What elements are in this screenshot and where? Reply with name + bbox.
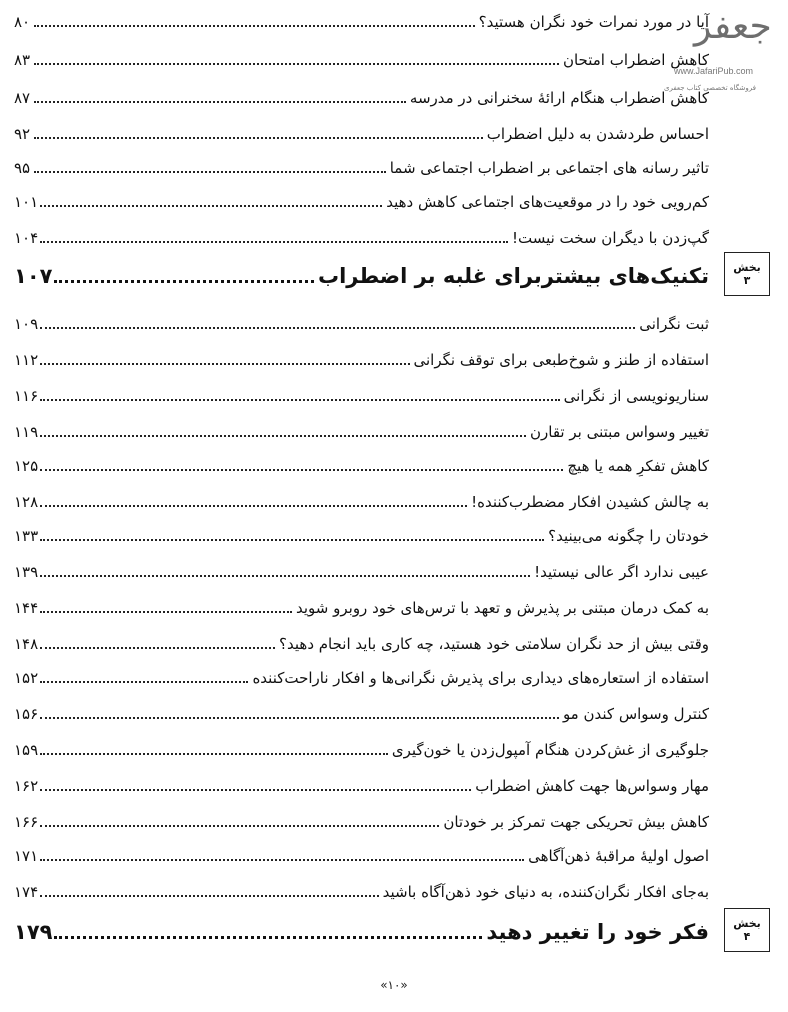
dot-leader bbox=[40, 859, 524, 861]
toc-entry-title: ثبت نگرانی bbox=[639, 315, 709, 333]
toc-entry[interactable] bbox=[14, 520, 709, 546]
toc-entry[interactable] bbox=[14, 770, 709, 796]
dot-leader bbox=[40, 681, 248, 683]
dot-leader bbox=[54, 936, 482, 939]
toc-entry-title: به کمک درمان مبتنی بر پذیرش و تعهد با ترس‌های خود روبرو شوید bbox=[295, 599, 709, 617]
dot-leader bbox=[40, 789, 471, 791]
toc-entry[interactable] bbox=[14, 118, 709, 144]
toc-entry-page: ۱۷۱ bbox=[14, 847, 39, 865]
toc-entry-title: آیا در مورد نمرات خود نگران هستید؟ bbox=[478, 13, 709, 31]
dot-leader bbox=[40, 399, 559, 401]
publisher-watermark bbox=[664, 6, 784, 92]
dot-leader bbox=[40, 895, 378, 897]
dot-leader bbox=[40, 505, 467, 507]
toc-entry-title: کاهش بیش تحریکی جهت تمرکز بر خودتان bbox=[443, 813, 709, 831]
toc-entry-page: ۱۵۲ bbox=[14, 669, 39, 687]
watermark-shop-text: فروشگاه تخصصی کتاب جعفری bbox=[664, 84, 756, 92]
publisher-logo-mark: ﺟﻌﻔﺮ bbox=[694, 6, 772, 47]
dot-leader bbox=[40, 611, 292, 613]
toc-entry-title: عیبی ندارد اگر عالی نیستید! bbox=[534, 563, 709, 581]
toc-entry-title: کاهش تفکرِ همه یا هیچ bbox=[567, 457, 709, 475]
toc-entry-title: احساس طردشدن به دلیل اضطراب bbox=[486, 125, 709, 143]
dot-leader bbox=[40, 575, 530, 577]
toc-entry[interactable] bbox=[14, 662, 709, 688]
toc-entry[interactable] bbox=[14, 840, 709, 866]
toc-entry-page: ۱۲۵ bbox=[14, 457, 39, 475]
section-badge-number: ۳ bbox=[743, 274, 751, 287]
dot-leader bbox=[34, 171, 386, 173]
toc-entry-title: استفاده از طنز و شوخ‌طبعی برای توقف نگرانی bbox=[413, 351, 709, 369]
toc-entry-page: ۸۰ bbox=[14, 13, 31, 31]
toc-entry-title: خودتان را چگونه می‌بینید؟ bbox=[548, 527, 709, 545]
toc-entry-page: ۸۷ bbox=[14, 89, 31, 107]
dot-leader bbox=[34, 101, 406, 103]
dot-leader bbox=[40, 825, 439, 827]
toc-section-heading[interactable] bbox=[14, 256, 709, 290]
toc-entry-page: ۱۶۲ bbox=[14, 777, 39, 795]
toc-entry-page: ۸۳ bbox=[14, 51, 31, 69]
toc-entry-title: تکنیک‌های بیشتربرای غلبه بر اضطراب bbox=[317, 264, 709, 288]
toc-entry[interactable] bbox=[14, 222, 709, 248]
toc-entry-page: ۱۳۳ bbox=[14, 527, 39, 545]
toc-entry-page: ۱۶۶ bbox=[14, 813, 39, 831]
section-badge bbox=[724, 252, 770, 296]
toc-entry-page: ۱۲۸ bbox=[14, 493, 39, 511]
dot-leader bbox=[54, 280, 314, 283]
toc-entry-page: ۹۵ bbox=[14, 159, 31, 177]
toc-entry-title: فکر خود را تغییر دهید bbox=[486, 920, 709, 944]
toc-section-heading[interactable] bbox=[14, 912, 709, 946]
toc-entry-page: ۱۰۷ bbox=[14, 264, 53, 288]
dot-leader bbox=[40, 205, 382, 207]
toc-entry-page: ۱۴۸ bbox=[14, 635, 39, 653]
dot-leader bbox=[40, 435, 526, 437]
toc-entry-title: تغییر وسواس مبتنی بر تقارن bbox=[529, 423, 709, 441]
toc-entry-title: کنترل وسواس کندن مو bbox=[562, 705, 709, 723]
toc-entry-page: ۱۱۹ bbox=[14, 423, 39, 441]
toc-entry-page: ۱۷۴ bbox=[14, 883, 39, 901]
section-badge-label: بخش bbox=[733, 261, 761, 274]
dot-leader bbox=[40, 647, 275, 649]
toc-entry[interactable] bbox=[14, 628, 709, 654]
toc-entry-page: ۱۷۹ bbox=[14, 920, 53, 944]
toc-entry[interactable] bbox=[14, 416, 709, 442]
dot-leader bbox=[34, 137, 483, 139]
toc-entry-title: کاهش اضطراب هنگام ارائهٔ سخنرانی در مدرسه bbox=[409, 89, 709, 107]
dot-leader bbox=[40, 539, 544, 541]
toc-entry-title: جلوگیری از غش‌کردن هنگام آمپول‌زدن یا خون‌گیری bbox=[391, 741, 709, 759]
dot-leader bbox=[40, 753, 388, 755]
toc-entry[interactable] bbox=[14, 380, 709, 406]
page-number: «۱۰» bbox=[380, 978, 408, 992]
toc-entry-page: ۹۲ bbox=[14, 125, 31, 143]
section-badge-number: ۴ bbox=[743, 930, 751, 943]
toc-entry-title: اصول اولیهٔ مراقبهٔ ذهن‌آگاهی bbox=[528, 847, 709, 865]
toc-entry-page: ۱۰۹ bbox=[14, 315, 39, 333]
toc-entry-title: مهار وسواس‌ها جهت کاهش اضطراب bbox=[475, 777, 709, 795]
toc-entry[interactable] bbox=[14, 344, 709, 370]
toc-entry-page: ۱۳۹ bbox=[14, 563, 39, 581]
toc-entry[interactable] bbox=[14, 450, 709, 476]
toc-entry[interactable] bbox=[14, 6, 709, 32]
dot-leader bbox=[40, 241, 508, 243]
toc-entry[interactable] bbox=[14, 186, 709, 212]
toc-entry-page: ۱۰۱ bbox=[14, 193, 39, 211]
toc-entry-page: ۱۱۶ bbox=[14, 387, 39, 405]
toc-entry[interactable] bbox=[14, 308, 709, 334]
section-badge bbox=[724, 908, 770, 952]
toc-entry-page: ۱۵۶ bbox=[14, 705, 39, 723]
toc-entry-title: به‌جای افکار نگران‌کننده، به دنیای خود ذهن‌آگاه باشید bbox=[382, 883, 709, 901]
dot-leader bbox=[34, 25, 475, 27]
toc-entry-title: وقتی بیش از حد نگران سلامتی خود هستید، چه کاری باید انجام دهید؟ bbox=[279, 635, 709, 653]
toc-entry[interactable] bbox=[14, 698, 709, 724]
dot-leader bbox=[40, 469, 563, 471]
section-badge-label: بخش bbox=[733, 917, 761, 930]
toc-entry-title: گپ‌زدن با دیگران سخت نیست! bbox=[511, 229, 709, 247]
toc-entry[interactable] bbox=[14, 486, 709, 512]
toc-entry-page: ۱۴۴ bbox=[14, 599, 39, 617]
dot-leader bbox=[40, 717, 559, 719]
toc-entry-title: سناریونویسی از نگرانی bbox=[563, 387, 709, 405]
toc-entry-title: کم‌رویی خود را در موقعیت‌های اجتماعی کاهش دهید bbox=[386, 193, 709, 211]
dot-leader bbox=[34, 63, 559, 65]
toc-entry[interactable] bbox=[14, 152, 709, 178]
toc-entry-page: ۱۱۲ bbox=[14, 351, 39, 369]
toc-entry-title: تاثیر رسانه های اجتماعی بر اضطراب اجتماعی شما bbox=[389, 159, 709, 177]
toc-entry[interactable] bbox=[14, 82, 709, 108]
toc-entry-title: کاهش اضطراب امتحان bbox=[562, 51, 709, 69]
toc-entry-page: ۱۵۹ bbox=[14, 741, 39, 759]
toc-entry-title: به چالش کشیدن افکار مضطرب‌کننده! bbox=[471, 493, 709, 511]
toc-entry[interactable] bbox=[14, 806, 709, 832]
watermark-url: www.JafariPub.com bbox=[674, 66, 754, 76]
toc-entry[interactable] bbox=[14, 556, 709, 582]
toc-entry[interactable] bbox=[14, 734, 709, 760]
dot-leader bbox=[40, 363, 409, 365]
toc-entry-page: ۱۰۴ bbox=[14, 229, 39, 247]
dot-leader bbox=[40, 327, 635, 329]
toc-entry[interactable] bbox=[14, 876, 709, 902]
toc-entry[interactable] bbox=[14, 44, 709, 70]
toc-entry[interactable] bbox=[14, 592, 709, 618]
toc-entry-title: استفاده از استعاره‌های دیداری برای پذیرش نگرانی‌ها و افکار ناراحت‌کننده bbox=[252, 669, 709, 687]
